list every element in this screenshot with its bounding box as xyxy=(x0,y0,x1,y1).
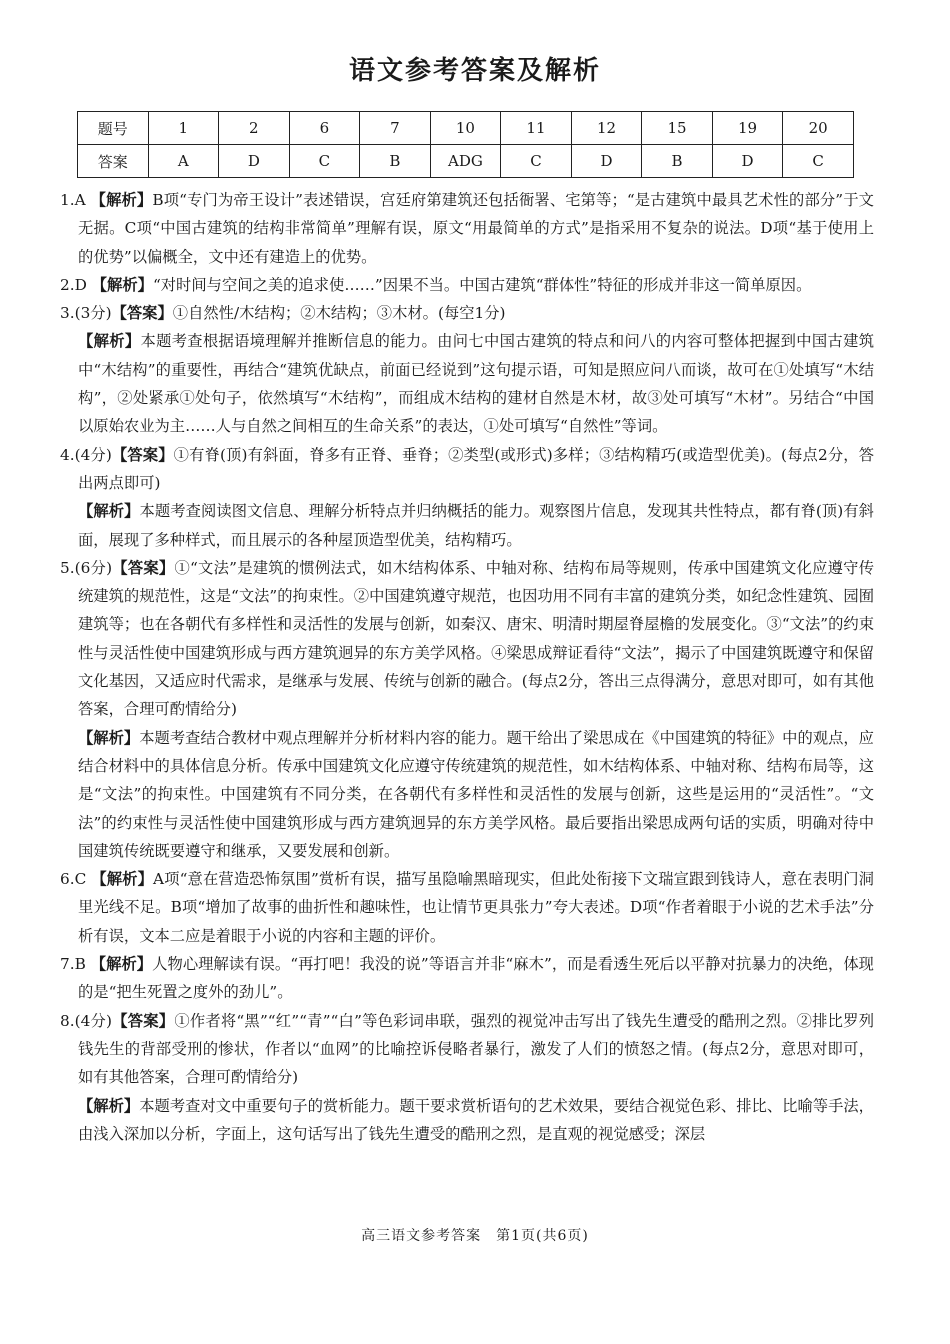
page-title: 语文参考答案及解析 xyxy=(348,56,601,86)
page-footer: 高三语文参考答案 第1页(共6页) xyxy=(361,1228,589,1244)
item-number: 5.(6分) xyxy=(60,558,113,577)
table-cell: 题号 xyxy=(78,112,149,145)
item-text: 本题考查阅读图文信息、理解分析特点并归纳概括的能力。观察图片信息，发现其共性特点，都有脊(顶)有斜面，展现了多种样式，而且展示的各种屋顶造型优美，结构精巧。 xyxy=(78,502,874,549)
explanation-item xyxy=(60,950,874,1007)
explanation-item xyxy=(60,724,874,865)
item-number: 3.(3分) xyxy=(60,304,112,323)
item-text: ①有脊(顶)有斜面，脊多有正脊、垂脊；②类型(或形式)多样；③结构精巧(或造型优美)。(每点2分，答出两点即可) xyxy=(78,445,874,492)
item-tag: 【答案】 xyxy=(111,304,173,323)
table-cell: 11 xyxy=(501,112,572,145)
explanation-item xyxy=(60,554,874,724)
item-text: ①“文法”是建筑的惯例法式，如木结构体系、中轴对称、结构布局等规则，传承中国建筑文化应遵守传统建筑的规范性，这是“文法”的拘束性。②中国建筑遵守规范，也因功用不同有丰富的建筑分类，如纪念性建筑、园囿建筑等；也在各朝代有多样性和灵活性的发展与创新，如秦汉、唐宋、明清时期屋脊屋檐的发展变化。③“文法”的约束性与灵活性使中国建筑形成与西方建筑迥异的东方美学风格。④梁思成辩证看待“文法”，揭示了中国建筑既遵守和保留文化基因，又适应时代需求，是继承与发展、传统与创新的融合。(每点2分，答出三点得满分，意思对即可，如有其他答案，合理可酌情给分) xyxy=(78,558,874,719)
table-cell: B xyxy=(360,145,431,178)
table-cell: 7 xyxy=(360,112,431,145)
table-cell: ADG xyxy=(430,145,501,178)
explanation-item xyxy=(60,327,874,440)
item-tag: 【解析】 xyxy=(91,275,153,294)
item-tag: 【解析】 xyxy=(90,191,153,209)
explanations xyxy=(60,186,874,1148)
table-cell: 12 xyxy=(571,112,642,145)
table-cell: 20 xyxy=(783,112,854,145)
answer-table-header-row xyxy=(78,112,854,145)
explanation-item xyxy=(60,441,874,498)
item-tag: 【解析】 xyxy=(78,728,140,747)
item-text: ①作者将“黑”“红”“青”“白”等色彩词串联，强烈的视觉冲击写出了钱先生遭受的酷刑之烈。②排比罗列钱先生的背部受刑的惨状，作者以“血网”的比喻控诉侵略者暴行，激发了人们的愤怒之情。(每点2分，意思对即可，如有其他答案，合理可酌情给分) xyxy=(78,1011,875,1087)
item-tag: 【答案】 xyxy=(112,1011,175,1030)
explanation-item xyxy=(60,299,874,327)
item-number: 7.B xyxy=(60,955,86,974)
item-number: 4.(4分) xyxy=(60,445,112,464)
explanation-item xyxy=(60,1007,874,1092)
table-cell: 1 xyxy=(148,112,219,145)
item-number: 8.(4分) xyxy=(60,1011,113,1030)
explanation-item xyxy=(60,497,874,554)
explanation-item xyxy=(60,865,874,950)
table-cell: 15 xyxy=(642,112,713,145)
table-cell: 10 xyxy=(430,112,501,145)
explanation-item xyxy=(60,271,874,299)
table-cell: 6 xyxy=(289,112,360,145)
item-tag: 【解析】 xyxy=(78,1096,140,1115)
table-cell: C xyxy=(501,145,572,178)
table-cell: C xyxy=(289,145,360,178)
table-cell: C xyxy=(783,145,854,178)
explanation-item xyxy=(60,1092,874,1149)
item-text: A项“意在营造恐怖氛围”赏析有误，描写虽隐喻黑暗现实，但此处衔接下文瑞宣跟到钱诗人，意在表明门洞里光线不足。B项“增加了故事的曲折性和趣味性，也让情节更具张力”夸大表述。D项“作者着眼于小说的艺术手法”分析有误，文本二应是着眼于小说的内容和主题的评价。 xyxy=(78,870,874,945)
item-text: “对时间与空间之美的追求使……”因果不当。中国古建筑“群体性”特征的形成并非这一简单原因。 xyxy=(152,275,812,294)
table-cell: D xyxy=(571,145,642,178)
item-text: B项“专门为帝王设计”表述错误，宫廷府第建筑还包括衙署、宅第等；“是古建筑中最具艺术性的部分”于文无据。C项“中国古建筑的结构非常简单”理解有误，原文“用最简单的方式”是指采用不复杂的说法。D项“基于使用上的优势”以偏概全，文中还有建造上的优势。 xyxy=(78,191,874,266)
item-number: 6.C xyxy=(60,870,87,889)
item-text: 本题考查根据语境理解并推断信息的能力。由问七中国古建筑的特点和问八的内容可整体把握到中国古建筑中“木结构”的重要性，再结合“建筑优缺点，前面已经说到”这句提示语，可知是照应问八而谈，故可在①处填写“木结构”，②处紧承①处句子，依然填写“木结构”，而组成木结构的建材自然是木材，故③处可填写“木材”。另结合“中国以原始农业为主……人与自然之间相互的生命关系”的表达，①处可填写“自然性”等词。 xyxy=(78,332,874,436)
answer-table-answer-row xyxy=(78,145,854,178)
table-cell: D xyxy=(219,145,290,178)
table-cell: 19 xyxy=(712,112,783,145)
item-text: 人物心理解读有误。“再打吧！我没的说”等语言并非“麻木”，而是看透生死后以平静对抗暴力的决绝，体现的是“把生死置之度外的劲儿”。 xyxy=(78,955,874,1002)
item-tag: 【解析】 xyxy=(78,502,140,521)
item-text: 本题考查对文中重要句子的赏析能力。题干要求赏析语句的艺术效果，要结合视觉色彩、排比、比喻等手法，由浅入深加以分析，字面上，这句话写出了钱先生遭受的酷刑之烈，是直观的视觉感受；深层 xyxy=(78,1096,874,1143)
item-number: 2.D xyxy=(60,275,87,294)
table-cell: A xyxy=(148,145,219,178)
item-tag: 【解析】 xyxy=(78,332,141,351)
table-cell: B xyxy=(642,145,713,178)
item-tag: 【答案】 xyxy=(112,558,175,577)
answer-table xyxy=(77,111,854,178)
item-tag: 【解析】 xyxy=(91,870,154,889)
item-number: 1.A xyxy=(60,191,86,209)
item-text: ①自然性/木结构；②木结构；③木材。(每空1分) xyxy=(172,304,506,323)
item-text: 本题考查结合教材中观点理解并分析材料内容的能力。题干给出了梁思成在《中国建筑的特征》中的观点，应结合材料中的具体信息分析。传承中国建筑文化应遵守传统建筑的规范性，如木结构体系、中轴对称、结构布局等，这是“文法”的拘束性。中国建筑有不同分类，在各朝代有多样性和灵活性的发展与创新，这些是运用的“灵活性”。“文法”的约束性与灵活性使中国建筑形成与西方建筑迥异的东方美学风格。最后要指出梁思成两句话的实质，明确对待中国建筑传统既要遵守和继承，又要发展和创新。 xyxy=(78,728,874,860)
item-tag: 【解析】 xyxy=(90,955,153,974)
table-cell: D xyxy=(712,145,783,178)
item-tag: 【答案】 xyxy=(111,445,174,464)
explanation-item xyxy=(60,186,874,271)
table-cell: 答案 xyxy=(78,145,149,178)
table-cell: 2 xyxy=(219,112,290,145)
